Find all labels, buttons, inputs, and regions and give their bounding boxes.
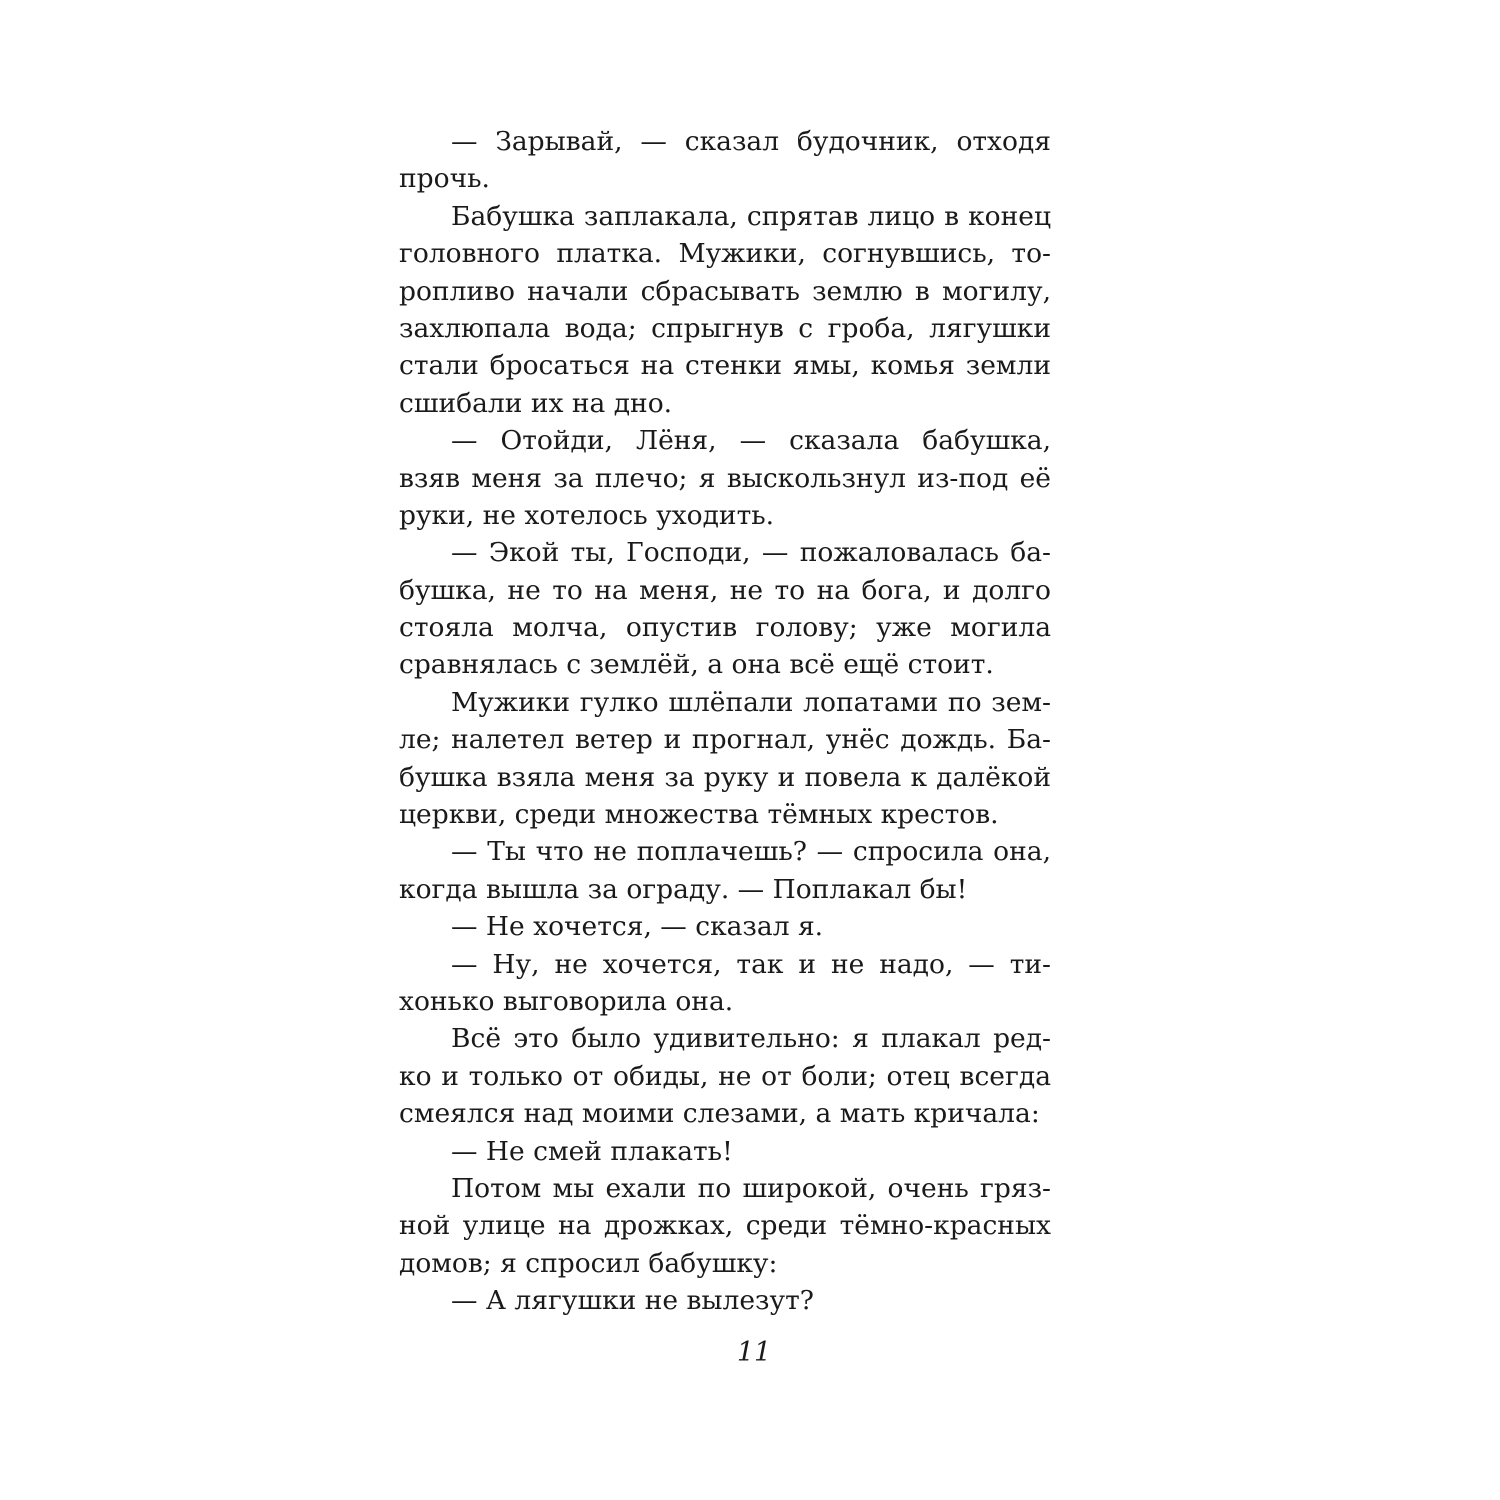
text-line: — Экой ты, Господи, — пожаловалась ба- [451, 537, 1051, 569]
text-line: бушка взяла меня за руку и повела к далёкой [399, 761, 1051, 793]
text-line: — Ты что не поплачешь? — спросила она, [451, 836, 1051, 868]
text-line: захлюпала вода; спрыгнув с гроба, лягушки [399, 312, 1051, 344]
text-line: головного платка. Мужики, согнувшись, то- [399, 238, 1051, 270]
paragraph [399, 833, 1051, 908]
text-line: — Зарывай, — сказал будочник, отходя [451, 126, 1051, 157]
text-line: сравнялась с землёй, а она всё ещё стоит. [399, 649, 994, 681]
text-line: руки, не хотелось уходить. [399, 499, 775, 531]
text-line: Бабушка заплакала, спрятав лицо в конец [451, 200, 1051, 232]
text-line: домов; я спросил бабушку: [399, 1247, 778, 1279]
text-line: — Ну, не хочется, так и не надо, — ти- [451, 948, 1051, 980]
text-line: ле; налетел ветер и прогнал, унёс дождь. Ба- [399, 724, 1051, 756]
text-line: Всё это было удивительно: я плакал ред- [451, 1023, 1051, 1055]
text-line: когда вышла за ограду. — Поплакал бы! [399, 873, 968, 905]
text-line: прочь. [399, 163, 490, 195]
text-line: — Не смей плакать! [451, 1135, 733, 1167]
text-line: стояла молча, опустив голову; уже могила [399, 612, 1051, 644]
paragraph [399, 1170, 1051, 1282]
text-line: бушка, не то на меня, не то на бога, и долго [399, 574, 1051, 606]
paragraph [399, 198, 1051, 422]
text-line: ропливо начали сбрасывать землю в могилу, [399, 275, 1051, 307]
paragraph [399, 946, 1051, 1021]
text-line: хонько выговорила она. [399, 985, 734, 1017]
paragraph [399, 908, 1051, 945]
text-line: ной улице на дрожках, среди тёмно-красных [399, 1210, 1051, 1242]
paragraph [399, 123, 1051, 198]
paragraph [399, 1020, 1051, 1132]
text-line: ко и только от обиды, не от боли; отец всегда [399, 1060, 1051, 1092]
paragraph [399, 684, 1051, 834]
text-line: взяв меня за плечо; я выскользнул из-под её [399, 462, 1051, 494]
paragraph [399, 534, 1051, 684]
page-number: 11 [736, 1337, 772, 1368]
paragraph [399, 1282, 1051, 1319]
text-line: сшибали их на дно. [399, 387, 673, 419]
text-line: — Отойди, Лёня, — сказала бабушка, [451, 425, 1051, 457]
text-line: Мужики гулко шлёпали лопатами по зем- [451, 686, 1051, 718]
text-line: церкви, среди множества тёмных крестов. [399, 799, 999, 831]
text-line: Потом мы ехали по широкой, очень гряз- [451, 1172, 1051, 1204]
text-line: смеялся над моими слезами, а мать кричала: [399, 1098, 1040, 1130]
text-line: — Не хочется, — сказал я. [451, 911, 824, 943]
paragraph [399, 422, 1051, 534]
text-line: — А лягушки не вылезут? [451, 1285, 814, 1317]
page-body [399, 123, 1051, 1320]
paragraph [399, 1133, 1051, 1170]
text-line: стали бросаться на стенки ямы, комья земли [399, 350, 1051, 382]
